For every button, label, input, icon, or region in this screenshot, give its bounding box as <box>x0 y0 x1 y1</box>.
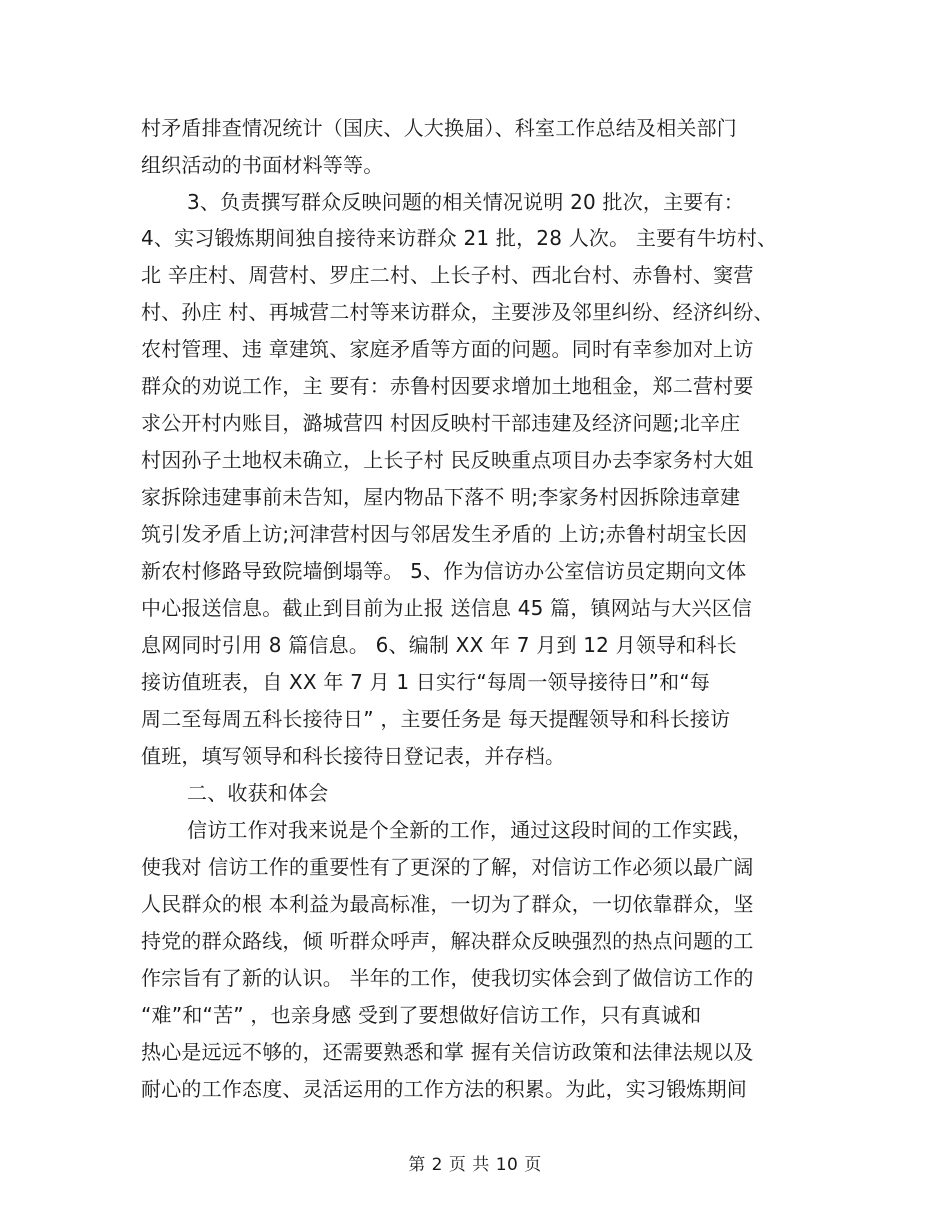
body-text-line: “难”和“苦” ，也亲身感 受到了要想做好信访工作，只有真诚和 <box>141 1003 702 1027</box>
body-text-line: 使我对 信访工作的重要性有了更深的了解，对信访工作必须以最广阔 <box>141 855 754 879</box>
body-text-line: 3、负责撰写群众反映问题的相关情况说明 20 批次，主要有： <box>187 190 744 214</box>
page-number-footer: 第 2 页 共 10 页 <box>408 1155 542 1175</box>
body-text-line: 值班，填写领导和科长接待日登记表，并存档。 <box>141 744 566 768</box>
body-text-line: 新农村修路导致院墙倒塌等。 5、作为信访办公室信访员定期向文体 <box>141 559 747 583</box>
body-text-line: 耐心的工作态度、灵活运用的工作方法的积累。为此，实习锻炼期间 <box>141 1077 747 1101</box>
body-text-line: 群众的劝说工作，主 要有：赤鲁村因要求增加土地租金，郑二营村要 <box>141 374 754 398</box>
body-text-line: 农村管理、违 章建筑、家庭矛盾等方面的问题。同时有幸参加对上访 <box>141 337 754 361</box>
body-text-line: 作宗旨有了新的认识。 半年的工作，使我切实体会到了做信访工作的 <box>141 966 754 990</box>
body-text-line: 村因孙子土地权未确立，上长子村 民反映重点项目办去李家务村大姐 <box>141 448 754 472</box>
body-text-line: 持党的群众路线，倾 听群众呼声，解决群众反映强烈的热点问题的工 <box>141 929 754 953</box>
section-heading: 二、收获和体会 <box>187 781 329 805</box>
body-text-line: 家拆除违建事前未告知，屋内物品下落不 明;李家务村因拆除违章建 <box>141 485 741 509</box>
body-text-line: 息网同时引用 8 篇信息。 6、编制 XX 年 7 月到 12 月领导和科长 <box>141 633 737 657</box>
body-text-line: 人民群众的根 本利益为最高标准，一切为了群众，一切依靠群众，坚 <box>141 892 754 916</box>
body-text-line: 求公开村内账目，潞城营四 村因反映村干部违建及经济问题;北辛庄 <box>141 411 741 435</box>
body-text-line: 4、实习锻炼期间独自接待来访群众 21 批，28 人次。 主要有牛坊村、 <box>141 226 778 250</box>
body-text-line: 中心报送信息。截止到目前为止报 送信息 45 篇，镇网站与大兴区信 <box>141 596 753 620</box>
body-text-line: 周二至每周五科长接待日” ，主要任务是 每天提醒领导和科长接访 <box>141 707 731 731</box>
body-text-line: 信访工作对我来说是个全新的工作，通过这段时间的工作实践， <box>187 818 753 842</box>
body-text-line: 筑引发矛盾上访;河津营村因与邻居发生矛盾的 上访;赤鲁村胡宝长因 <box>141 522 748 546</box>
body-text-line: 接访值班表，自 XX 年 7 月 1 日实行“每周一领导接待日”和“每 <box>141 670 711 694</box>
body-text-line: 热心是远远不够的，还需要熟悉和掌 握有关信访政策和法律法规以及 <box>141 1040 754 1064</box>
body-text-line: 村、孙庄 村、再城营二村等来访群众，主要涉及邻里纠纷、经济纠纷、 <box>141 300 774 324</box>
body-text-line: 村矛盾排查情况统计（国庆、人大换届）、科室工作总结及相关部门 <box>141 116 737 140</box>
body-text-line: 北 辛庄村、周营村、罗庄二村、上长子村、西北台村、赤鲁村、窦营 <box>141 263 754 287</box>
body-text-line: 组织活动的书面材料等等。 <box>141 153 384 177</box>
